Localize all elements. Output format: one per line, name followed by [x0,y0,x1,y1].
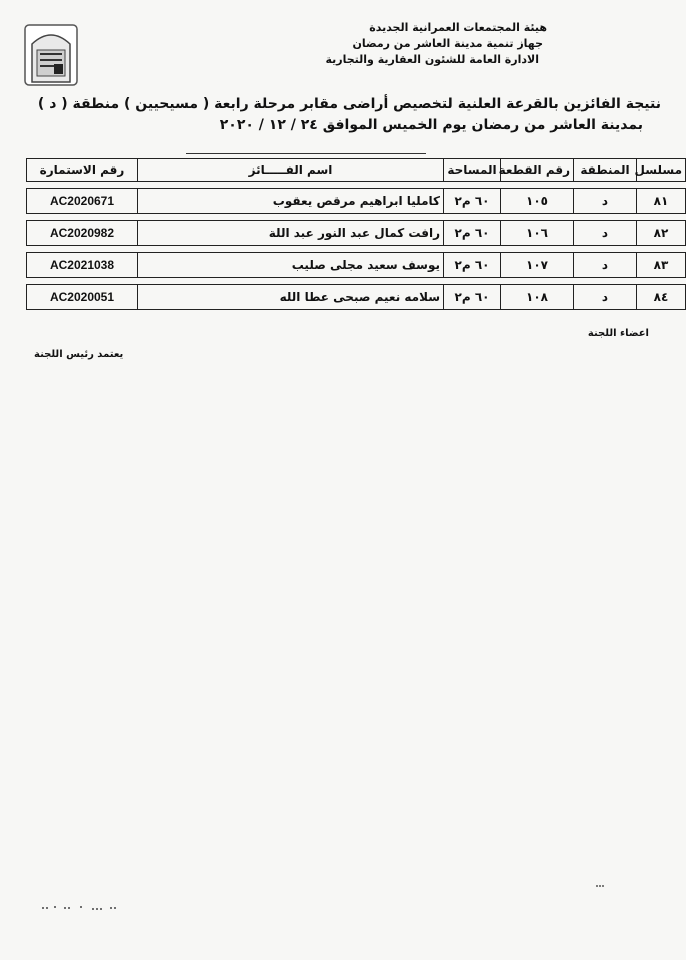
cell-name: رافت كمال عبد النور عبد اللة [138,221,444,246]
cell-plot: ١٠٥ [501,189,574,214]
table-row [27,221,686,246]
table-spacer [27,246,686,253]
scan-mark-bottom-right [596,884,604,888]
organization-header [247,20,547,68]
header-serial: مسلسل [637,159,686,182]
cell-zone: د [574,285,637,310]
winners-table [26,158,686,310]
committee-members-label: اعضاء اللجنة [587,328,649,339]
cell-area: ٦٠ م٢ [444,221,501,246]
org-line-2: جهاز تنمية مدينة العاشر من رمضان [352,37,543,50]
header-name: اسم الفـــــائز [138,159,444,182]
cell-form-number: AC2020051 [27,285,138,310]
header-plot: رقم القطعة [501,159,574,182]
cell-form-number: AC2020982 [27,221,138,246]
cell-name: سلامه نعيم صبحى عطا الله [138,285,444,310]
cell-plot: ١٠٨ [501,285,574,310]
document-title-line-2: بمدينة العاشر من رمضان يوم الخميس الموافق ٢٤ / ١٢ / ٢٠٢٠ [219,117,643,133]
cell-plot: ١٠٧ [501,253,574,278]
cell-name: يوسف سعيد مجلى صليب [138,253,444,278]
header-zone: المنطقة [574,159,637,182]
header-area: المساحة [444,159,501,182]
document-title-line-1: نتيجة الفائزين بالقرعة العلنية لتخصيص أراضى مقابر مرحلة رابعة ( مسيحيين ) منطقة ( د ) [37,96,661,112]
cell-zone: د [574,253,637,278]
cell-zone: د [574,189,637,214]
table-row [27,253,686,278]
table-row [27,285,686,310]
cell-area: ٦٠ م٢ [444,189,501,214]
cell-serial: ٨٣ [637,253,686,278]
table-spacer [27,214,686,221]
committee-head-approval-label: يعتمد رئيس اللجنة [34,349,124,360]
org-line-3: الادارة العامة للشئون العقارية والتجارية [325,53,539,66]
cell-form-number: AC2020671 [27,189,138,214]
cell-area: ٦٠ م٢ [444,253,501,278]
cell-serial: ٨١ [637,189,686,214]
table-header-row [27,159,686,182]
cell-plot: ١٠٦ [501,221,574,246]
cell-area: ٦٠ م٢ [444,285,501,310]
cell-zone: د [574,221,637,246]
cell-name: كامليا ابراهيم مرقص يعقوب [138,189,444,214]
cell-form-number: AC2021038 [27,253,138,278]
cell-serial: ٨٢ [637,221,686,246]
header-form-number: رقم الاستمارة [27,159,138,182]
title-underline [186,153,426,154]
cell-serial: ٨٤ [637,285,686,310]
table-spacer [27,278,686,285]
scan-mark-bottom-left [40,900,130,914]
table-row [27,189,686,214]
table-spacer [27,182,686,189]
org-line-1: هيئة المجتمعات العمرانية الجديدة [369,21,547,34]
authority-logo-icon [24,24,78,86]
